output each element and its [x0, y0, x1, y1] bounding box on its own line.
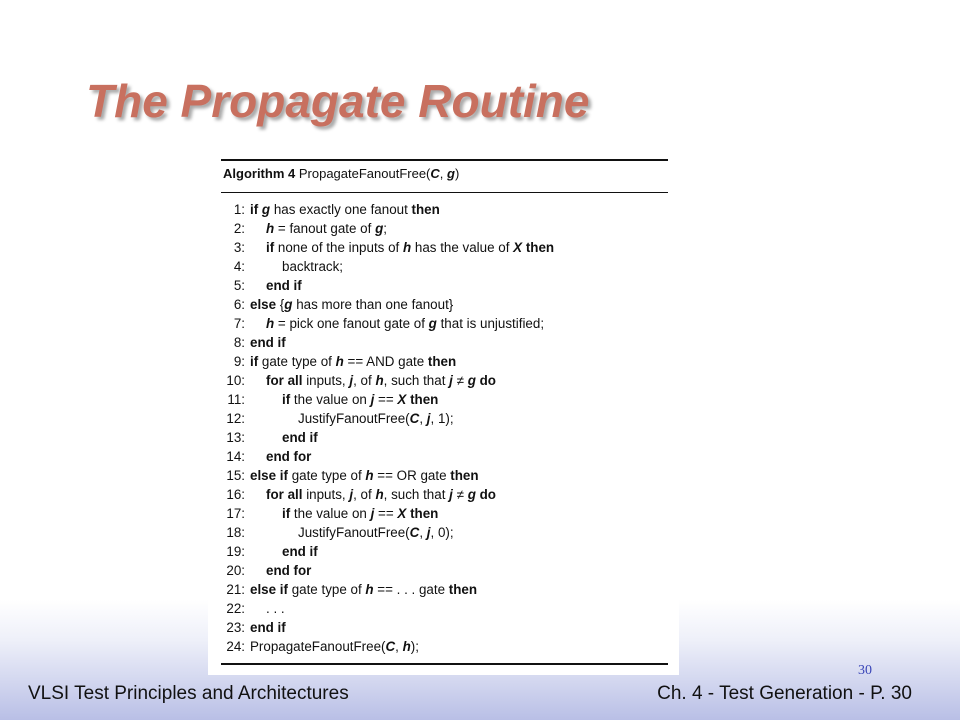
- line-code: [266, 447, 311, 466]
- line-code: [266, 599, 285, 618]
- code-token: == . . . gate: [373, 582, 449, 597]
- code-token: ,: [419, 411, 427, 426]
- code-token: , 1);: [430, 411, 454, 426]
- code-token: inputs,: [306, 487, 350, 502]
- code-token: j: [449, 373, 453, 388]
- code-token: end if: [250, 620, 286, 635]
- line-number: 5:: [233, 278, 245, 293]
- code-token: then: [406, 392, 439, 407]
- line-code: [250, 333, 286, 352]
- code-token: has more than one fanout}: [292, 297, 454, 312]
- code-token: do: [475, 373, 496, 388]
- code-token: else if: [250, 582, 292, 597]
- code-token: j: [370, 392, 375, 407]
- line-code: [250, 352, 456, 371]
- line-number: 9:: [233, 354, 245, 369]
- line-code: [282, 428, 318, 447]
- line-number: 6:: [233, 297, 245, 312]
- code-token: that is unjustified;: [436, 316, 545, 331]
- line-number: 21:: [226, 582, 245, 597]
- code-token: h: [335, 354, 344, 369]
- code-token: ==: [374, 392, 398, 407]
- code-token: == OR gate: [373, 468, 451, 483]
- line-number: 17:: [226, 506, 245, 521]
- line-number: 16:: [226, 487, 245, 502]
- line-code: [266, 238, 554, 257]
- code-token: g: [375, 221, 384, 236]
- code-token: j: [349, 487, 354, 502]
- code-token: h: [402, 240, 412, 255]
- code-token: inputs,: [306, 373, 350, 388]
- line-code: [266, 276, 302, 295]
- code-token: h: [266, 221, 275, 236]
- code-token: end if: [250, 335, 286, 350]
- code-token: ;: [383, 221, 387, 236]
- code-token: for all: [266, 487, 307, 502]
- code-token: end if: [282, 544, 318, 559]
- code-token: if: [282, 506, 294, 521]
- slide-number-small: 30: [858, 663, 872, 678]
- code-token: gate type of: [291, 582, 366, 597]
- footer-course-title: VLSI Test Principles and Architectures: [28, 683, 349, 704]
- code-token: h: [365, 582, 374, 597]
- code-token: ≠: [452, 487, 468, 502]
- line-code: [282, 390, 438, 409]
- line-number: 3:: [233, 240, 245, 255]
- code-token: do: [475, 487, 496, 502]
- code-token: == AND gate: [343, 354, 428, 369]
- line-number: 18:: [226, 525, 245, 540]
- algorithm-figure: [208, 156, 679, 675]
- code-token: JustifyFanoutFree(: [298, 411, 410, 426]
- algorithm-arg-sep: ,: [439, 166, 448, 181]
- line-number: 11:: [227, 392, 245, 407]
- code-token: then: [406, 506, 439, 521]
- code-token: h: [375, 373, 384, 388]
- code-token: X: [397, 392, 407, 407]
- code-token: C: [409, 411, 420, 426]
- line-code: [298, 409, 454, 428]
- algorithm-header: [223, 166, 459, 181]
- code-token: none of the inputs of: [277, 240, 403, 255]
- code-token: = fanout gate of: [274, 221, 376, 236]
- code-token: if: [250, 354, 262, 369]
- code-token: h: [266, 316, 275, 331]
- code-token: C: [409, 525, 420, 540]
- code-token: , such that: [383, 373, 450, 388]
- code-token: if: [282, 392, 294, 407]
- code-token: else if: [250, 468, 292, 483]
- code-token: then: [450, 468, 479, 483]
- line-code: [298, 523, 454, 542]
- code-token: PropagateFanoutFree(: [250, 639, 386, 654]
- algorithm-label: Algorithm 4: [223, 166, 296, 181]
- line-number: 22:: [226, 601, 245, 616]
- line-code: [266, 485, 496, 504]
- line-number: 20:: [226, 563, 245, 578]
- line-code: [282, 542, 318, 561]
- algorithm-close-paren: ): [454, 166, 460, 181]
- code-token: has exactly one fanout: [270, 202, 412, 217]
- line-number: 24:: [226, 639, 245, 654]
- code-token: j: [370, 506, 375, 521]
- code-token: has the value of: [411, 240, 514, 255]
- header-rule: [221, 192, 668, 193]
- code-token: end if: [266, 278, 302, 293]
- line-code: [282, 504, 438, 523]
- code-token: . . .: [266, 601, 285, 616]
- code-token: , of: [353, 373, 376, 388]
- code-token: h: [402, 639, 411, 654]
- code-token: j: [426, 411, 431, 426]
- code-token: ,: [395, 639, 403, 654]
- code-token: g: [284, 297, 293, 312]
- code-token: = pick one fanout gate of: [274, 316, 429, 331]
- footer-chapter-page: Ch. 4 - Test Generation - P. 30: [657, 683, 912, 704]
- line-code: [266, 314, 544, 333]
- algorithm-arg-g: g: [447, 166, 455, 181]
- line-code: [266, 561, 311, 580]
- code-token: g: [261, 202, 271, 217]
- line-code: [282, 257, 343, 276]
- line-code: [250, 466, 479, 485]
- line-number: 14:: [226, 449, 245, 464]
- line-number: 4:: [233, 259, 245, 274]
- line-code: [250, 200, 440, 219]
- line-code: [250, 618, 286, 637]
- line-number: 2:: [233, 221, 245, 236]
- line-number: 13:: [226, 430, 245, 445]
- line-number: 19:: [226, 544, 245, 559]
- slide-title: The Propagate Routine: [86, 75, 590, 127]
- line-number: 1:: [233, 202, 245, 217]
- line-code: [266, 219, 387, 238]
- line-code: [250, 295, 453, 314]
- code-token: then: [411, 202, 440, 217]
- code-token: if: [250, 202, 262, 217]
- code-token: the value on: [293, 392, 371, 407]
- line-number: 7:: [233, 316, 245, 331]
- code-token: if: [266, 240, 278, 255]
- line-number: 12:: [226, 411, 245, 426]
- line-number: 23:: [226, 620, 245, 635]
- line-code: [250, 580, 477, 599]
- code-token: ==: [374, 506, 398, 521]
- code-token: g: [428, 316, 437, 331]
- code-token: then: [427, 354, 457, 369]
- algorithm-arg-c: C: [430, 166, 440, 181]
- code-token: the value on: [293, 506, 371, 521]
- code-token: gate type of: [291, 468, 366, 483]
- code-token: else: [250, 297, 280, 312]
- code-token: gate type of: [261, 354, 336, 369]
- code-token: g: [467, 373, 476, 388]
- code-token: j: [426, 525, 431, 540]
- line-number: 8:: [233, 335, 245, 350]
- line-code: [266, 371, 496, 390]
- code-token: ≠: [452, 373, 468, 388]
- code-token: C: [385, 639, 396, 654]
- code-token: end for: [266, 563, 312, 578]
- code-token: X: [513, 240, 523, 255]
- code-token: , such that: [383, 487, 450, 502]
- code-token: h: [375, 487, 384, 502]
- line-code: [250, 637, 419, 656]
- code-token: end for: [266, 449, 312, 464]
- top-rule: [221, 159, 668, 161]
- code-token: j: [349, 373, 354, 388]
- code-token: {: [279, 297, 285, 312]
- code-token: then: [522, 240, 555, 255]
- code-token: JustifyFanoutFree(: [298, 525, 410, 540]
- code-token: h: [365, 468, 374, 483]
- code-token: j: [449, 487, 453, 502]
- code-token: , of: [353, 487, 376, 502]
- code-token: g: [467, 487, 476, 502]
- code-token: ,: [419, 525, 427, 540]
- algorithm-name: PropagateFanoutFree(: [298, 166, 431, 181]
- line-number: 15:: [226, 468, 245, 483]
- code-token: for all: [266, 373, 307, 388]
- code-token: , 0);: [430, 525, 454, 540]
- code-token: );: [410, 639, 419, 654]
- code-token: end if: [282, 430, 318, 445]
- code-token: X: [397, 506, 407, 521]
- bottom-rule: [221, 663, 668, 665]
- line-number: 10:: [226, 373, 245, 388]
- code-token: then: [448, 582, 478, 597]
- code-token: backtrack;: [282, 259, 344, 274]
